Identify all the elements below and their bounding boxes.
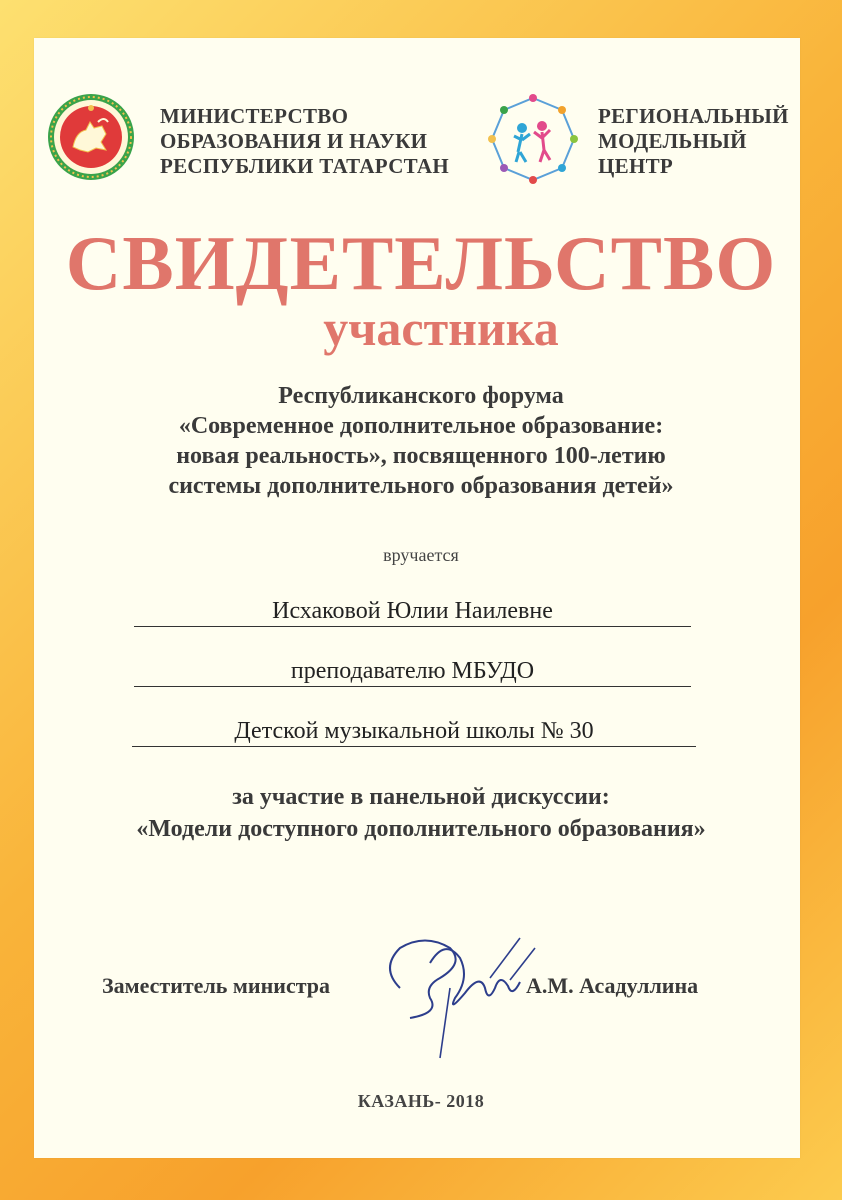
forum-line-3: новая реальность», посвященного 100-летию bbox=[176, 443, 666, 469]
certificate-title: СВИДЕТЕЛЬСТВО bbox=[65, 220, 777, 306]
participation-line-1: за участие в панельной дискуссии: bbox=[232, 784, 610, 810]
center-line-3: ЦЕНТР bbox=[598, 154, 674, 178]
participation-text bbox=[0, 781, 842, 845]
city-year: КАЗАНЬ- 2018 bbox=[357, 1091, 485, 1111]
forum-line-1: Республиканского форума bbox=[278, 383, 564, 409]
certificate-subtitle: участника bbox=[323, 300, 559, 356]
ministry-line-3: РЕСПУБЛИКИ ТАТАРСТАН bbox=[160, 154, 450, 178]
center-line-1: РЕГИОНАЛЬНЫЙ bbox=[598, 104, 789, 128]
forum-line-2: «Современное дополнительное образование: bbox=[178, 413, 664, 439]
awarded-label: вручается bbox=[383, 545, 459, 565]
recipient-name: Исхаковой Юлии Наилевне bbox=[134, 596, 691, 627]
tatarstan-emblem-icon bbox=[46, 92, 136, 182]
center-line-2: МОДЕЛЬНЫЙ bbox=[598, 129, 747, 153]
ministry-line-2: ОБРАЗОВАНИЯ И НАУКИ bbox=[160, 129, 428, 153]
forum-line-4: системы дополнительного образования детей» bbox=[168, 473, 674, 499]
signatory-name: А.М. Асадуллина bbox=[526, 973, 699, 998]
ministry-line-1: МИНИСТЕРСТВО bbox=[160, 104, 349, 128]
regional-model-center-logo-icon bbox=[484, 90, 582, 188]
center-name bbox=[598, 104, 789, 179]
participation-line-2: «Модели доступного дополнительного образования» bbox=[136, 816, 706, 842]
recipient-position: преподавателю МБУДО bbox=[134, 656, 691, 687]
ministry-name bbox=[160, 104, 449, 179]
forum-description bbox=[0, 381, 842, 501]
signatory-role: Заместитель министра bbox=[102, 973, 331, 998]
recipient-institution: Детской музыкальной школы № 30 bbox=[132, 716, 696, 747]
